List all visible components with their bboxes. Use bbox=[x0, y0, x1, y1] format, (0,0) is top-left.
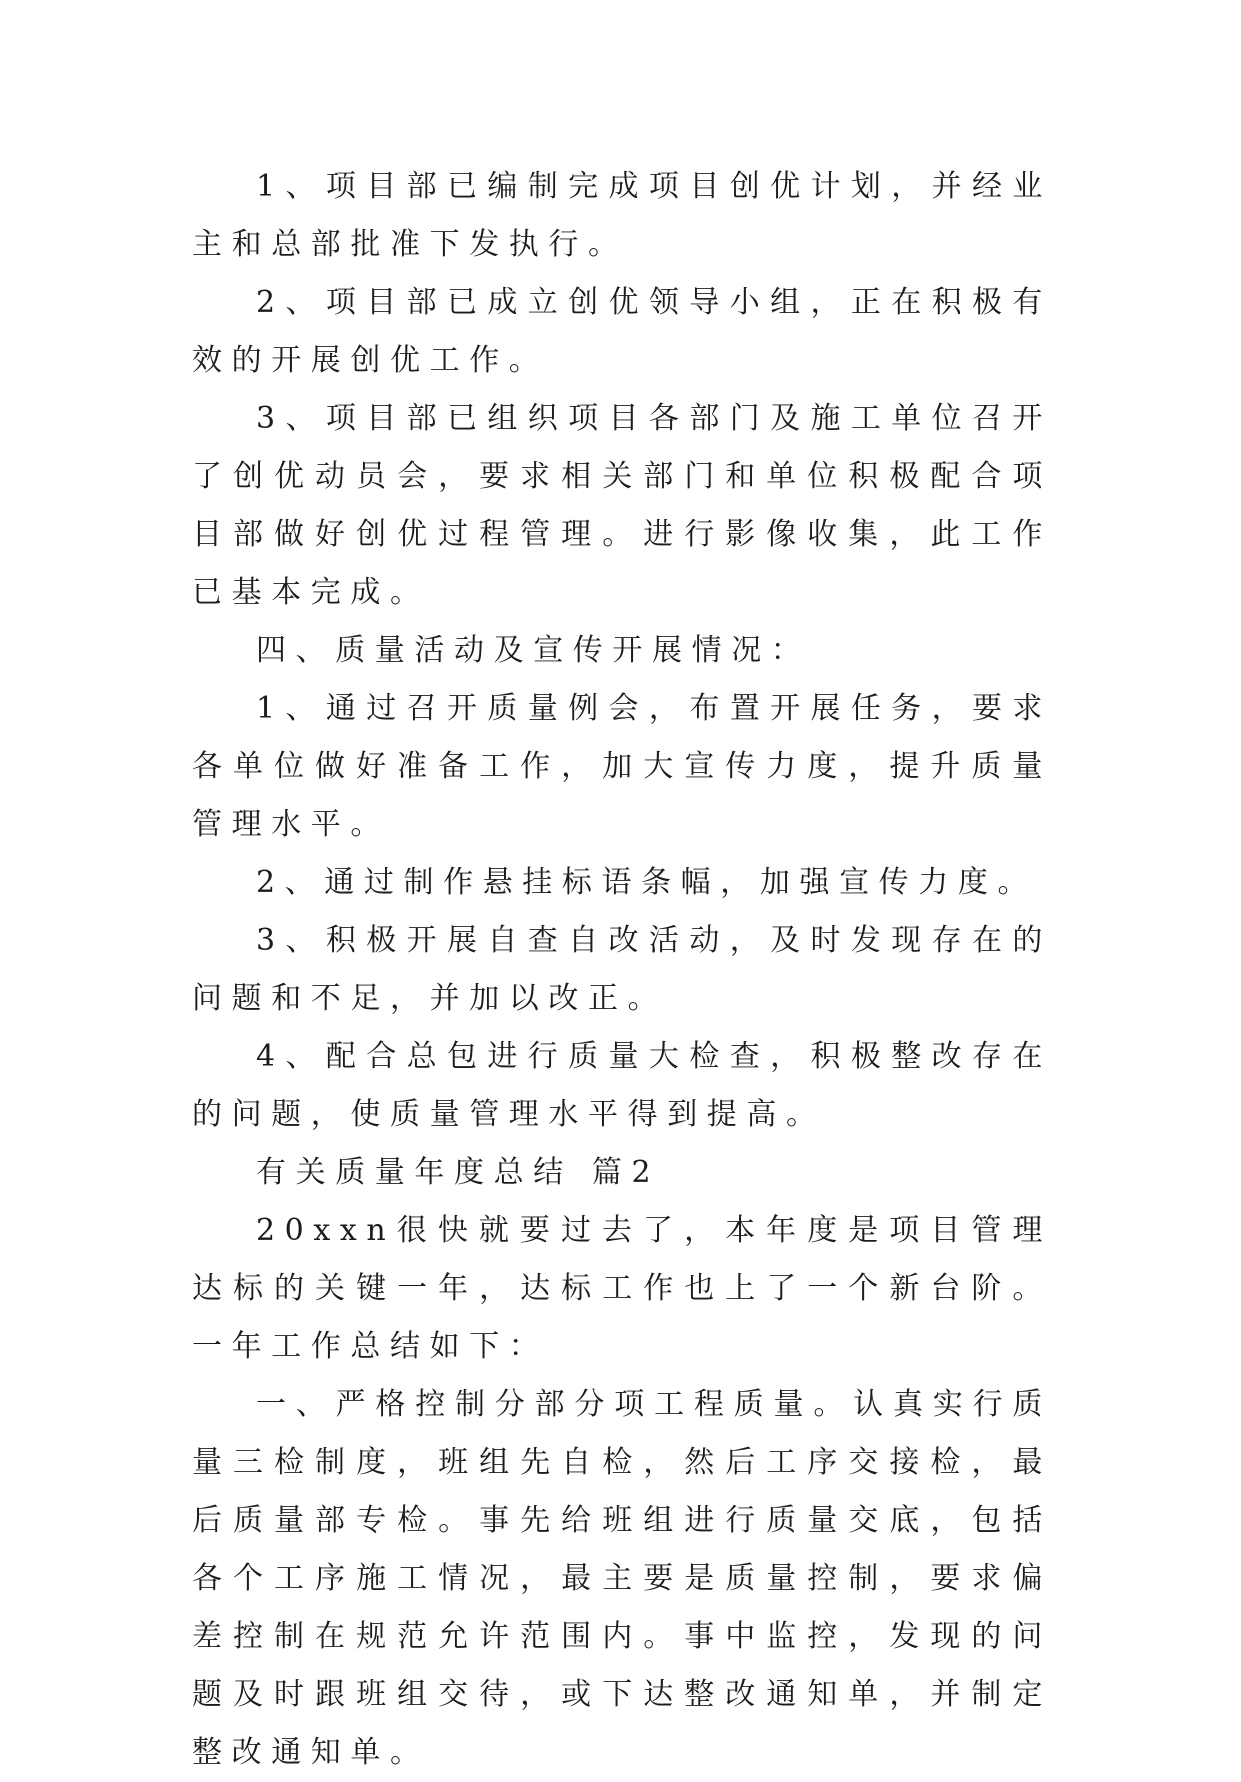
paragraph-banners: 2、通过制作悬挂标语条幅，加强宣传力度。 bbox=[256, 865, 1038, 900]
paragraph-mobilization-meeting: 3、项目部已组织项目各部门及施工单位召开了创优动员会，要求相关部门和单位积极配合项目部做好创优过程管理。进行影像收集，此工作已基本完成。 bbox=[192, 401, 1052, 610]
paragraph-year-intro: 20xxn很快就要过去了，本年度是项目管理达标的关键一年，达标工作也上了一个新台阶。一年工作总结如下： bbox=[192, 1213, 1052, 1364]
document-body bbox=[192, 158, 1052, 1782]
paragraph-leading-group: 2、项目部已成立创优领导小组，正在积极有效的开展创优工作。 bbox=[192, 285, 1052, 378]
paragraph-strict-control: 一、严格控制分部分项工程质量。认真实行质量三检制度，班组先自检，然后工序交接检，最后质量部专检。事先给班组进行质量交底，包括各个工序施工情况，最主要是质量控制，要求偏差控制在规范允许范围内。事中监控，发现的问题及时跟班组交待，或下达整改通知单，并制定整改通知单。 bbox=[192, 1387, 1052, 1770]
paragraph-quality-meeting: 1、通过召开质量例会，布置开展任务，要求各单位做好准备工作，加大宣传力度，提升质量管理水平。 bbox=[192, 691, 1052, 842]
section-heading-quality-activities: 四、质量活动及宣传开展情况： bbox=[256, 633, 811, 668]
paragraph-self-inspection: 3、积极开展自查自改活动，及时发现存在的问题和不足，并加以改正。 bbox=[192, 923, 1052, 1016]
paragraph-general-inspection: 4、配合总包进行质量大检查，积极整改存在的问题，使质量管理水平得到提高。 bbox=[192, 1039, 1052, 1132]
paragraph-quality-plan: 1、项目部已编制完成项目创优计划，并经业主和总部批准下发执行。 bbox=[192, 169, 1052, 262]
article-title-part-2: 有关质量年度总结 篇2 bbox=[256, 1155, 661, 1190]
